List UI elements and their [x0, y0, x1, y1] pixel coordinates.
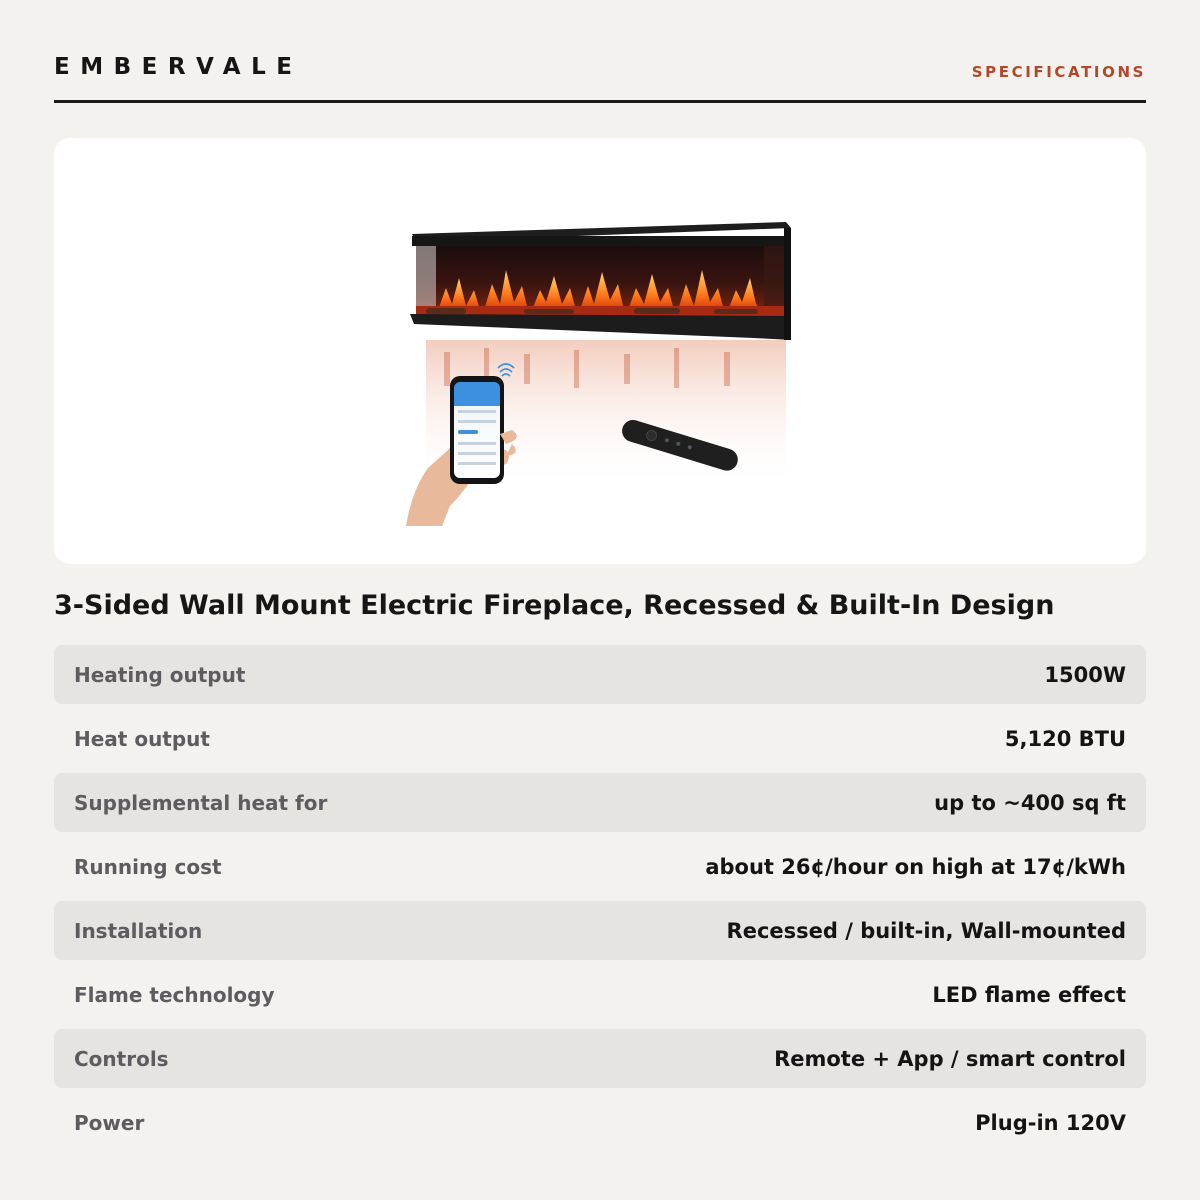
spec-value: Remote + App / smart control	[774, 1046, 1126, 1071]
spec-label: Controls	[74, 1046, 169, 1071]
spec-value: about 26¢/hour on high at 17¢/kWh	[705, 854, 1126, 879]
specifications-link[interactable]: SPECIFICATIONS	[971, 63, 1146, 81]
spec-label: Supplemental heat for	[74, 790, 328, 815]
spec-label: Installation	[74, 918, 203, 943]
spec-value: Recessed / built-in, Wall-mounted	[726, 918, 1126, 943]
spec-table	[54, 645, 1146, 1157]
spec-row-power	[54, 1093, 1146, 1152]
product-image	[54, 138, 1146, 564]
product-title: 3-Sided Wall Mount Electric Fireplace, Recessed & Built-In Design	[54, 590, 1055, 621]
spec-label: Heat output	[74, 726, 210, 751]
spec-row-supplemental-heat	[54, 773, 1146, 832]
spec-row-installation	[54, 901, 1146, 960]
spec-value: Plug-in 120V	[975, 1110, 1126, 1135]
spec-row-running-cost	[54, 837, 1146, 896]
fireplace-product-photo	[54, 138, 1146, 564]
brand-logo[interactable]: EMBERVALE	[54, 54, 303, 80]
spec-label: Heating output	[74, 662, 246, 687]
spec-label: Flame technology	[74, 982, 275, 1007]
spec-label: Power	[74, 1110, 145, 1135]
spec-value: 1500W	[1044, 662, 1126, 687]
spec-label: Running cost	[74, 854, 222, 879]
spec-row-controls	[54, 1029, 1146, 1088]
spec-row-heating-output	[54, 645, 1146, 704]
spec-value: LED flame effect	[932, 982, 1126, 1007]
spec-value: up to ~400 sq ft	[934, 790, 1126, 815]
spec-row-flame-technology	[54, 965, 1146, 1024]
spec-row-heat-output	[54, 709, 1146, 768]
spec-value: 5,120 BTU	[1004, 726, 1126, 751]
page-header	[54, 0, 1146, 103]
